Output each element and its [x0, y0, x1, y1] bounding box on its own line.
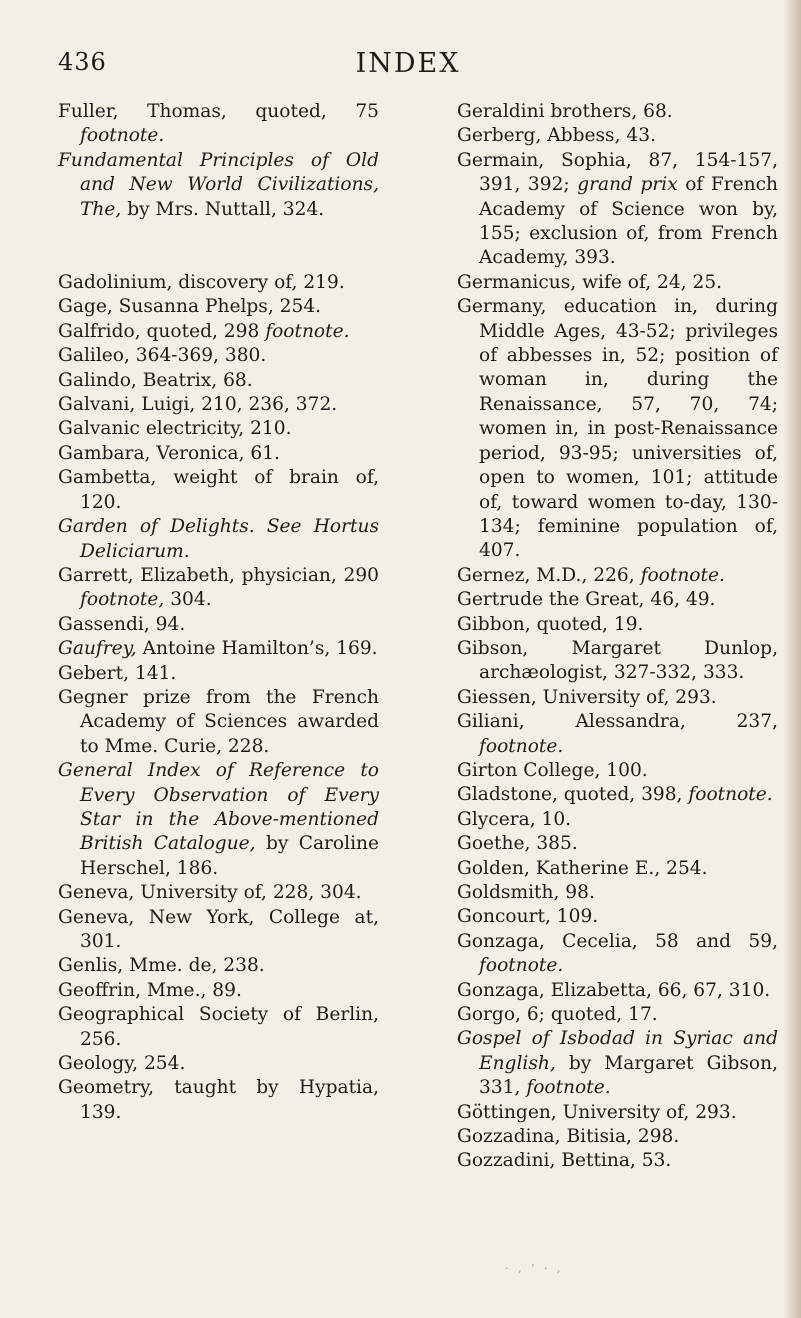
entry-text: Galvanic electricity, 210. [58, 418, 292, 440]
page-header [58, 48, 758, 88]
index-entry [58, 954, 379, 978]
entry-text: Gibbon, quoted, 19. [457, 613, 644, 635]
index-entry [457, 613, 778, 637]
index-entry [457, 1027, 778, 1100]
entry-text: Geographical Society of Berlin, 256. [58, 1004, 379, 1050]
index-entry [58, 759, 379, 881]
index-entry [58, 393, 379, 417]
entry-text: Girton College, 100. [457, 759, 648, 781]
entry-text: Antoine Hamilton’s, 169. [136, 638, 378, 660]
index-entry [457, 1125, 778, 1149]
entry-text: Gebert, 141. [58, 662, 177, 684]
index-entry [457, 857, 778, 881]
running-title: INDEX [355, 48, 461, 79]
italic-text: General Index of Reference to Every Observation of Every Star in the Above-mentioned British Catalogue, [58, 760, 379, 855]
index-entry [58, 100, 379, 149]
index-entry [457, 564, 778, 588]
index-entry [457, 588, 778, 612]
index-column-left [58, 100, 379, 1125]
index-entry [58, 564, 379, 613]
entry-text: Fuller, Thomas, quoted, 75 [58, 101, 379, 122]
index-entry [58, 662, 379, 686]
index-entry [457, 124, 778, 148]
index-entry [457, 808, 778, 832]
entry-text: Gerberg, Abbess, 43. [457, 125, 656, 147]
index-entry [457, 1149, 778, 1173]
italic-text: footnote. [80, 125, 165, 147]
entry-text: Gladstone, quoted, 398, [457, 784, 689, 806]
entry-text: Genlis, Mme. de, 238. [58, 955, 265, 977]
italic-text: Fundamental Principles of Old and New World Civilizations, The, [58, 149, 379, 220]
entry-text: Geoffrin, Mme., 89. [58, 979, 242, 1001]
index-entry [457, 759, 778, 783]
entry-text: Giliani, Alessandra, 237, [457, 711, 778, 733]
index-entry [58, 417, 379, 441]
page-number: 436 [58, 48, 107, 76]
entry-text: Germain, Sophia, 87, 154-157, 391, 392; [457, 149, 778, 196]
entry-text: Gibson, Margaret Dunlop, archæologist, 327-332, 333. [457, 637, 778, 684]
italic-text: footnote, [80, 589, 165, 611]
entry-text: by Mrs. Nuttall, 324. [121, 198, 325, 220]
italic-text: Garden of Delights. See Hortus Deliciarum. [58, 516, 379, 562]
entry-text: Gorgo, 6; quoted, 17. [457, 1004, 658, 1026]
index-entry [457, 832, 778, 856]
index-entry [58, 979, 379, 1003]
index-entry [457, 686, 778, 710]
italic-text: footnote. [526, 1077, 611, 1099]
index-entry [58, 906, 379, 955]
entry-text: Gegner prize from the French Academy of Sciences awarded to Mme. Curie, 228. [58, 686, 379, 757]
entry-text: Golden, Katherine E., 254. [457, 857, 708, 879]
index-entry [58, 295, 379, 319]
index-entry [58, 344, 379, 368]
italic-text: footnote. [688, 784, 773, 806]
index-entry [457, 979, 778, 1003]
index-entry [58, 515, 379, 564]
entry-text: Germany, education in, during Middle Ages, 43-52; privileges of abbesses in, 52; position of woman in, during the Renaissance, 57, 70, 74; women in, in post-Renaissance period, 93-95; universities of, open to women, 101; attitude of, toward women to-day, 130-134; feminine population of, 407. [457, 296, 778, 562]
entry-text: by Margaret Gibson, 331, [479, 1052, 778, 1099]
entry-text: Geometry, taught by Hypatia, 139. [58, 1077, 379, 1123]
ink-smudge: · ‚ ’ · , [505, 1262, 564, 1275]
index-column-right [457, 100, 778, 1174]
index-entry [457, 100, 778, 124]
index-entry [457, 149, 778, 271]
entry-text: Gozzadina, Bitisia, 298. [457, 1126, 680, 1148]
section-gap [58, 222, 379, 271]
italic-text: Gaufrey, [58, 638, 137, 660]
entry-text: Geraldini brothers, 68. [457, 101, 673, 122]
entry-text: Gage, Susanna Phelps, 254. [58, 296, 322, 318]
italic-text: footnote. [640, 564, 725, 586]
index-entry [457, 637, 778, 686]
entry-text: Gambara, Veronica, 61. [58, 442, 280, 464]
italic-text: footnote. [479, 955, 564, 977]
index-entry [58, 149, 379, 222]
entry-text: by Caroline Herschel, 186. [80, 833, 380, 879]
entry-text: Gassendi, 94. [58, 613, 186, 635]
index-entry [457, 295, 778, 563]
entry-text: Giessen, University of, 293. [457, 686, 717, 708]
index-entry [58, 1052, 379, 1076]
entry-text: Glycera, 10. [457, 808, 572, 830]
index-entry [58, 369, 379, 393]
entry-text: Germanicus, wife of, 24, 25. [457, 271, 723, 293]
index-entry [457, 271, 778, 295]
entry-text: Gonzaga, Elizabetta, 66, 67, 310. [457, 979, 771, 1001]
index-entry [457, 881, 778, 905]
entry-text: Goncourt, 109. [457, 906, 599, 928]
entry-text: Goldsmith, 98. [457, 882, 595, 903]
index-entry [457, 710, 778, 759]
index-entry [58, 271, 379, 295]
index-entry [457, 930, 778, 979]
index-entry [58, 1076, 379, 1125]
entry-text: Galfrido, quoted, 298 [58, 320, 266, 342]
index-entry [58, 613, 379, 637]
italic-text: grand prix [577, 174, 678, 196]
entry-text: Gernez, M.D., 226, [457, 564, 641, 586]
index-entry [58, 466, 379, 515]
entry-text: Göttingen, University of, 293. [457, 1101, 737, 1123]
index-entry [58, 442, 379, 466]
entry-text: Geneva, New York, College at, 301. [58, 906, 379, 952]
entry-text: Garrett, Elizabeth, physician, 290 [58, 564, 379, 586]
entry-text: Geneva, University of, 228, 304. [58, 882, 362, 904]
italic-text: footnote. [265, 320, 350, 342]
index-entry [58, 320, 379, 344]
entry-text: Gertrude the Great, 46, 49. [457, 589, 716, 611]
entry-text: Gozzadini, Bettina, 53. [457, 1150, 672, 1172]
index-entry [457, 905, 778, 929]
index-entry [58, 637, 379, 661]
italic-text: Gospel of Isbodad in Syriac and English, [457, 1028, 778, 1074]
entry-text: 304. [164, 589, 212, 611]
entry-text: Gonzaga, Cecelia, 58 and 59, [457, 930, 778, 952]
index-entry [457, 1101, 778, 1125]
entry-text: Geology, 254. [58, 1053, 186, 1075]
entry-text: Goethe, 385. [457, 833, 578, 855]
page-edge-shadow [783, 0, 801, 1318]
index-entry [58, 686, 379, 759]
entry-text: Galileo, 364-369, 380. [58, 345, 267, 367]
entry-text: of French Academy of Science won by, 155; exclusion of, from French Academy, 393. [479, 174, 778, 269]
index-entry [457, 783, 778, 807]
entry-text: Gambetta, weight of brain of, 120. [58, 467, 379, 513]
entry-text: Galindo, Beatrix, 68. [58, 369, 253, 391]
index-entry [457, 1003, 778, 1027]
index-entry [58, 881, 379, 905]
italic-text: footnote. [479, 735, 564, 757]
entry-text: Gadolinium, discovery of, 219. [58, 272, 345, 294]
entry-text: Galvani, Luigi, 210, 236, 372. [58, 394, 338, 416]
index-entry [58, 1003, 379, 1052]
